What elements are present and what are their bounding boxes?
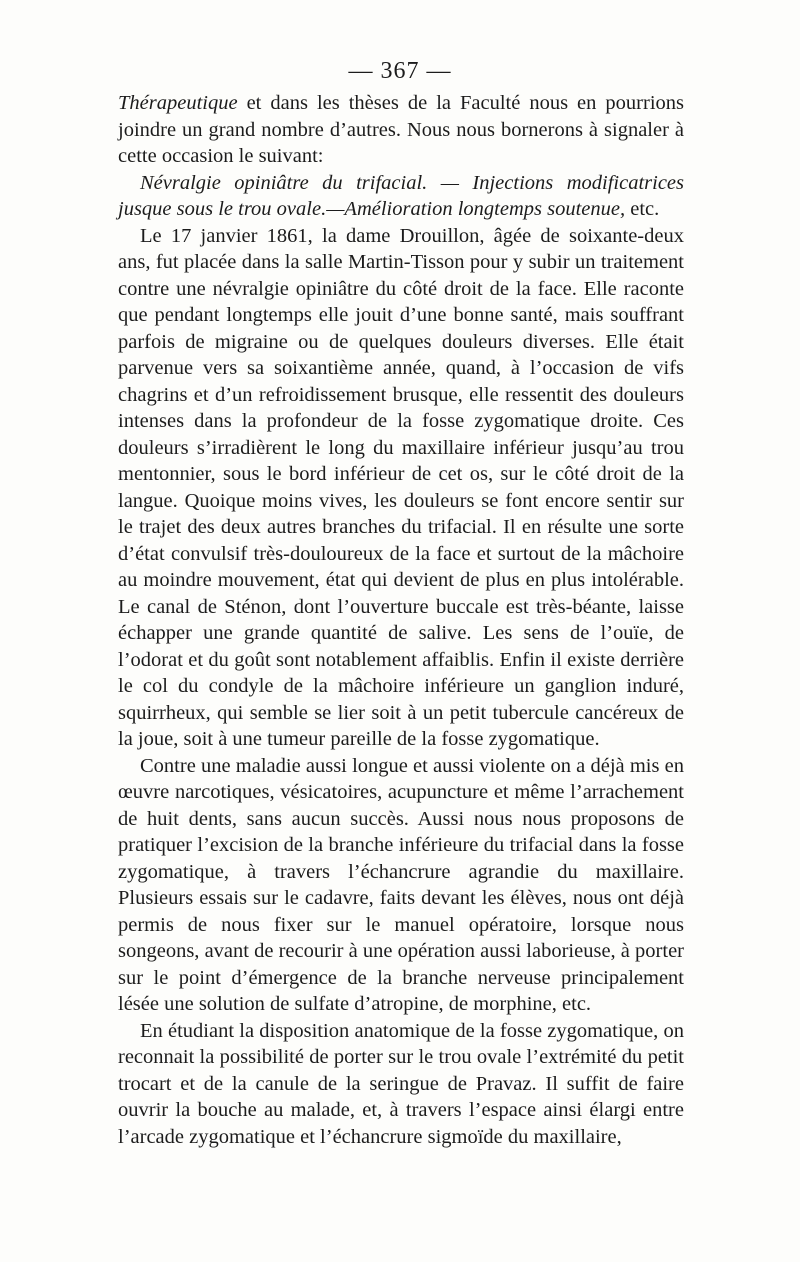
paragraph-treatment: Contre une maladie aussi longue et aussi violente on a déjà mis en œuvre narcotiques, vésicatoires, acupuncture et même l’arrachement de huit dents, sans aucun succès. Aussi nous nous proposons de pratiquer l’excision de la branche inférieure du trifacial dans la fosse zygomatique, à travers l’échancrure agrandie du maxillaire. Plusieurs essais sur le cadavre, faits devant les élèves, nous ont déjà permis de nous fixer sur le manuel opératoire, lorsque nous songeons, avant de recourir à une opération aussi laborieuse, à porter sur le point d’émergence de la branche nerveuse principalement lésée une solution de sulfate d’atropine, de morphine, etc. [118, 754, 684, 1015]
case-heading [118, 170, 684, 223]
paragraph-continuation-text: et dans les thèses de la Faculté nous en pourrions joindre un grand nombre d’autres. Nous nous bornerons à signaler à cette occasion le suivant: [118, 92, 684, 167]
page-number: — 367 — [348, 58, 452, 84]
case-heading-text: Névralgie opiniâtre du trifacial. — Injections modificatrices jusque sous le trou ovale.—Amélioration longtemps soutenue, [118, 171, 684, 220]
italic-word-therapeutique: Thérapeutique [118, 92, 238, 114]
case-heading-etc: etc. [625, 198, 660, 220]
paragraph-case-history: Le 17 janvier 1861, la dame Drouillon, âgée de soixante-deux ans, fut placée dans la salle Martin-Tisson pour y subir un traitement contre une névralgie opiniâtre du côté droit de la face. Elle raconte que pendant longtemps elle jouit d’une bonne santé, mais souffrant parfois de migraine ou de quelques douleurs diverses. Elle était parvenue vers sa soixantième année, quand, à l’occasion de vifs chagrins et d’un refroidissement brusque, elle ressentit des douleurs intenses dans la profondeur de la fosse zygomatique droite. Ces douleurs s’irradièrent le long du maxillaire inférieur jusqu’au trou mentonnier, sous le bord inférieur de cet os, sur le côté droit de la langue. Quoique moins vives, les douleurs se font encore sentir sur le trajet des deux autres branches du trifacial. Il en résulte une sorte d’état convulsif très-douloureux de la face et surtout de la mâchoire au moindre mouvement, état qui devient de plus en plus intolérable. Le canal de Sténon, dont l’ouverture buccale est très-béante, laisse échapper une grande quantité de salive. Les sens de l’ouïe, de l’odorat et du goût sont notablement affaiblis. Enfin il existe derrière le col du condyle de la mâchoire inférieure un ganglion induré, squirrheux, qui semble se lier soit à un petit tubercule cancéreux de la joue, soit à une tumeur pareille de la fosse zygomatique. [118, 224, 684, 750]
page-body [118, 90, 684, 1150]
paragraph-continuation [118, 90, 684, 170]
paragraph-anatomy: En étudiant la disposition anatomique de la fosse zygomatique, on reconnait la possibilité de porter sur le trou ovale l’extrémité du petit trocart et de la canule de la seringue de Pravaz. Il suffit de faire ouvrir la bouche au malade, et, à travers l’espace ainsi élargi entre l’arcade zygomatique et l’échancrure sigmoïde du maxillaire, [118, 1019, 684, 1148]
